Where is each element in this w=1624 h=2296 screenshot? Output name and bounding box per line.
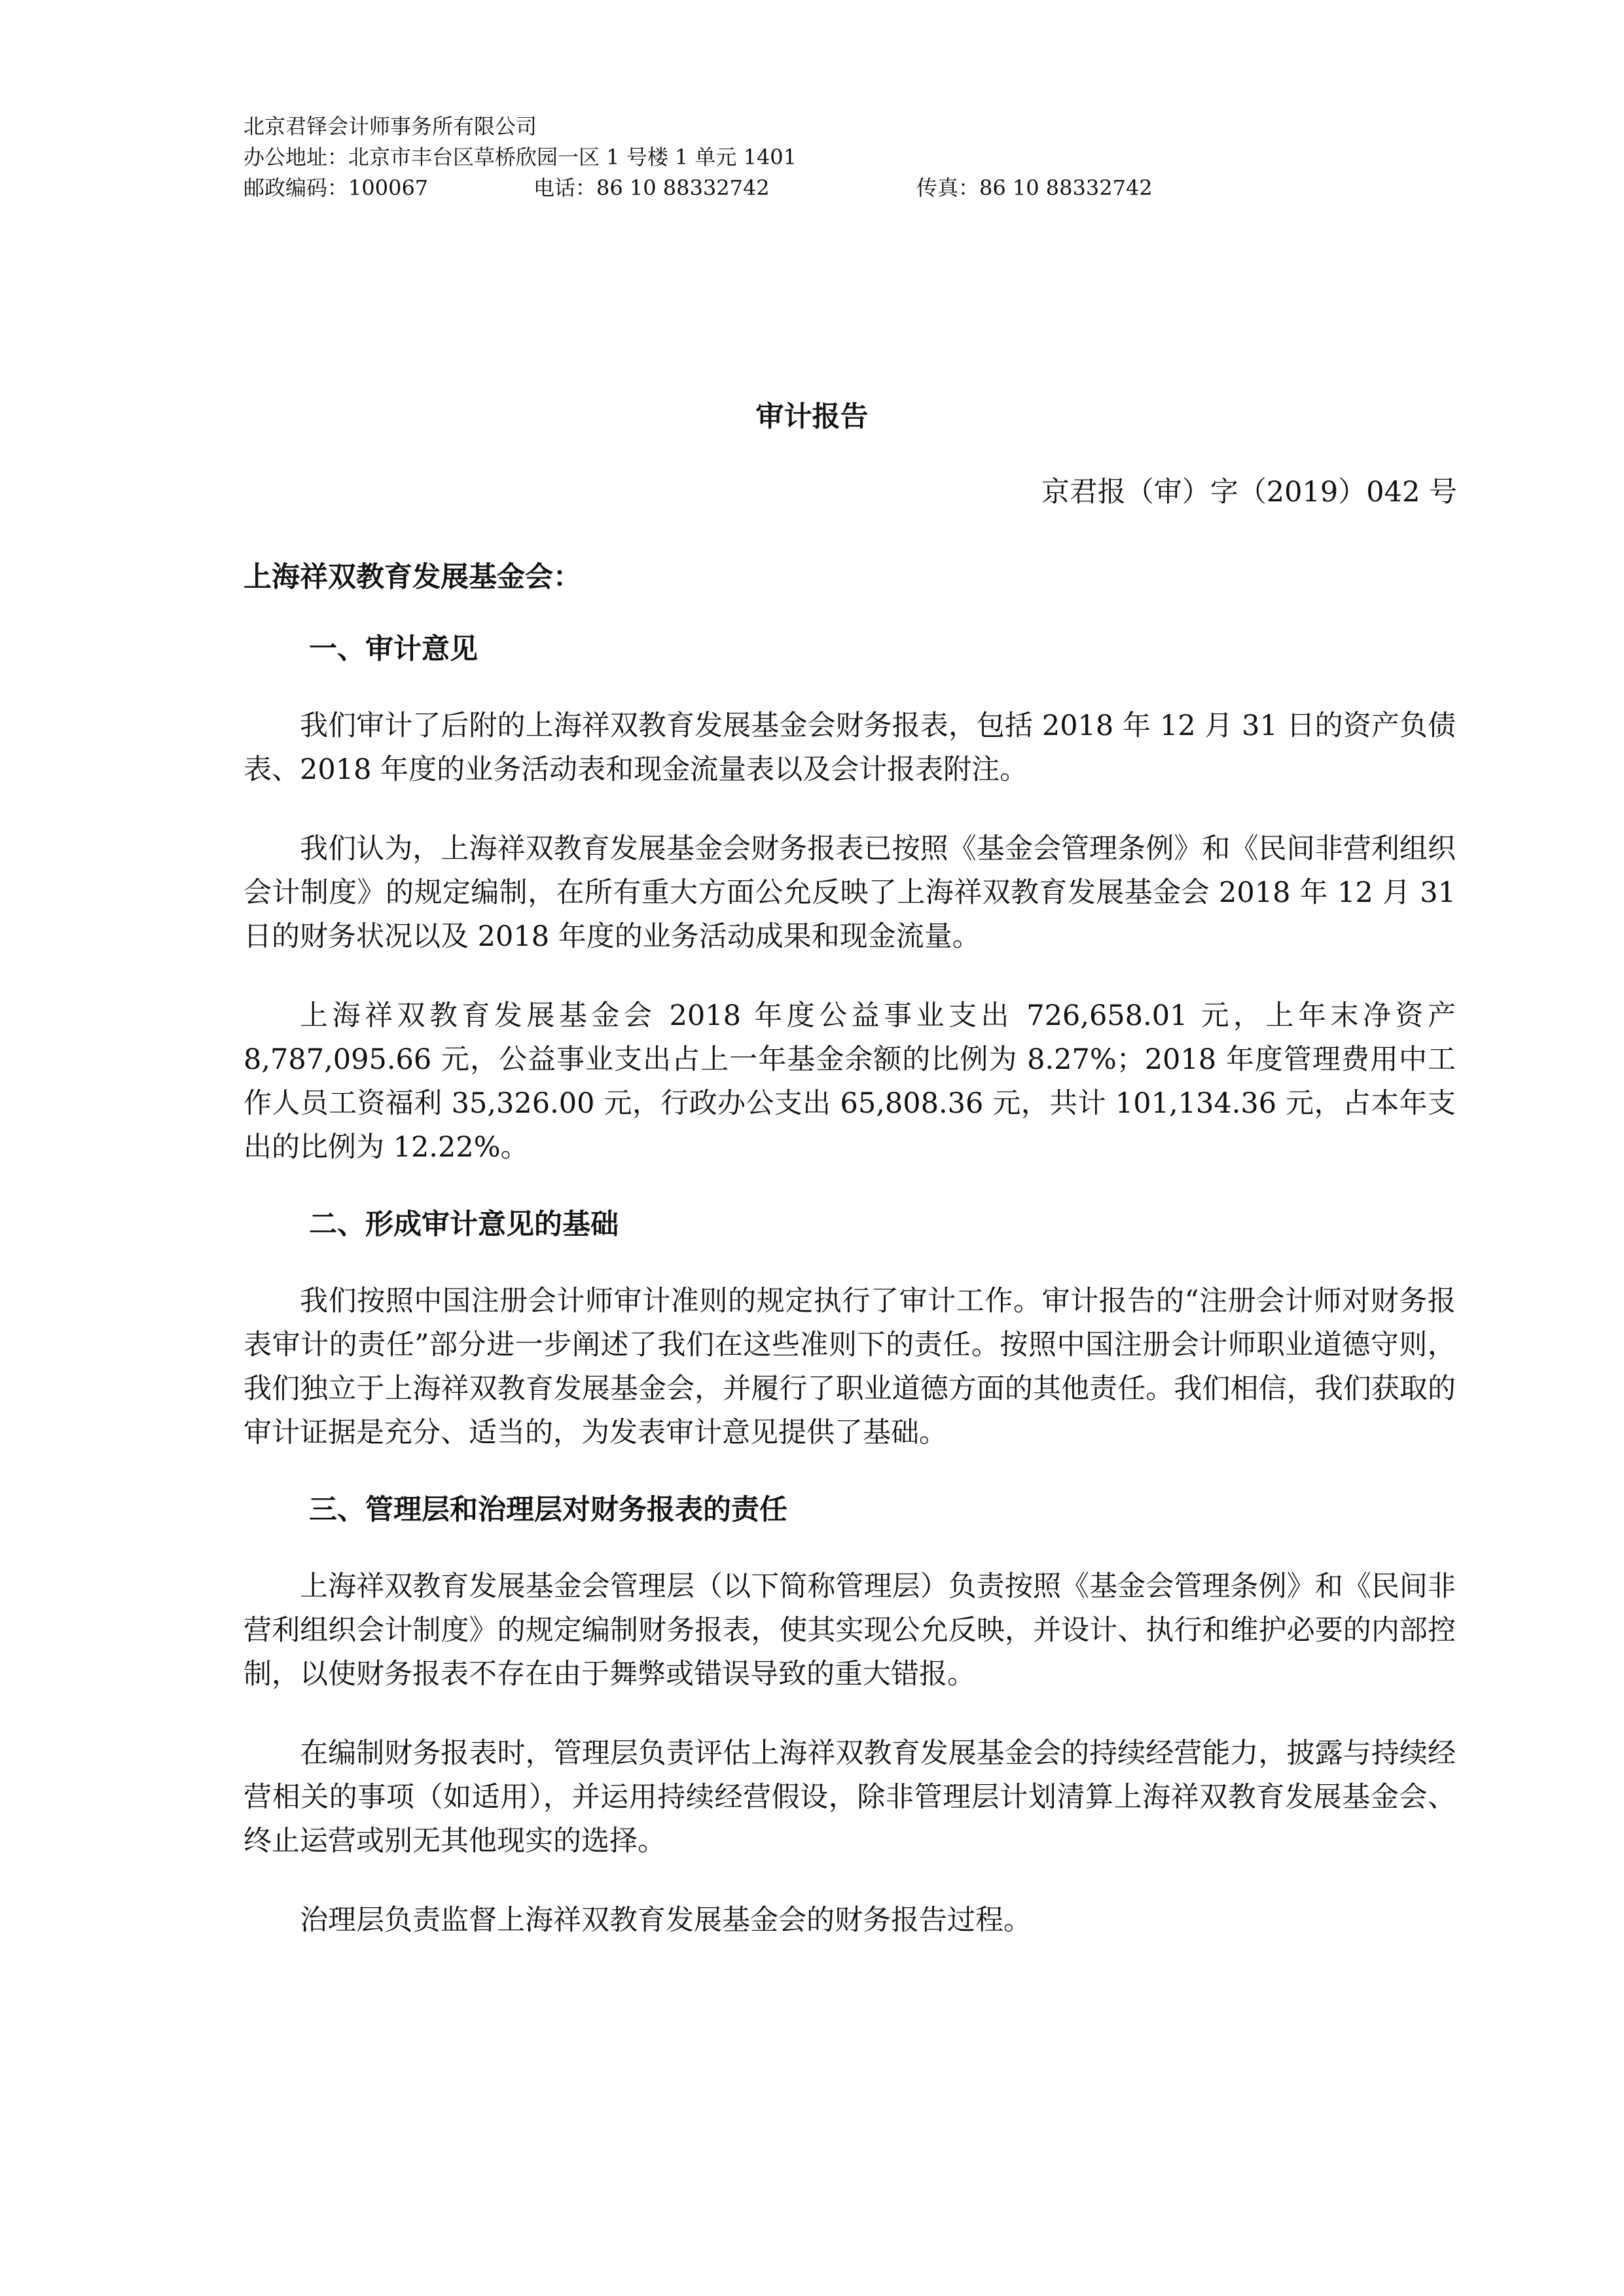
paragraph: 上海祥双教育发展基金会 2018 年度公益事业支出 726,658.01 元，上年末净资产 8,787,095.66 元，公益事业支出占上一年基金余额的比例为 8.27%；2018 年度管理费用中工作人员工资福利 35,326.00 元，行政办公支出 65,808.36 元，共计 101,134.36 元，占本年支出的比例为 12.22%。 [244,999,1456,1164]
report-reference-number: 京君报（审）字（2019）042 号 [1041,476,1457,509]
paragraph: 我们审计了后附的上海祥双教育发展基金会财务报表，包括 2018 年 12 月 31 日的资产负债表、2018 年度的业务活动表和现金流量表以及会计报表附注。 [244,709,1456,786]
firm-name: 北京君铎会计师事务所有限公司 [244,114,537,139]
section-heading-opinion: 一、审计意见 [309,633,478,666]
paragraph: 在编制财务报表时，管理层负责评估上海祥双教育发展基金会的持续经营能力，披露与持续经营相关的事项（如适用），并运用持续经营假设，除非管理层计划清算上海祥双教育发展基金会、终止运营或别无其他现实的选择。 [244,1737,1456,1857]
letterhead [244,111,1487,204]
report-body [244,630,1456,1943]
paragraph: 我们按照中国注册会计师审计准则的规定执行了审计工作。审计报告的“注册会计师对财务报表审计的责任”部分进一步阐述了我们在这些准则下的责任。按照中国注册会计师职业道德守则，我们独立于上海祥双教育发展基金会，并履行了职业道德方面的其他责任。我们相信，我们获取的审计证据是充分、适当的，为发表审计意见提供了基础。 [244,1285,1456,1449]
report-title: 审计报告 [755,401,869,433]
paragraph: 我们认为，上海祥双教育发展基金会财务报表已按照《基金会管理条例》和《民间非营利组织会计制度》的规定编制，在所有重大方面公允反映了上海祥双教育发展基金会 2018 年 12 月 31 日的财务状况以及 2018 年度的业务活动成果和现金流量。 [244,833,1456,953]
office-address: 办公地址：北京市丰台区草桥欣园一区 1 号楼 1 单元 1401 [244,145,797,170]
report-addressee: 上海祥双教育发展基金会： [244,561,581,594]
section-heading-basis: 二、形成审计意见的基础 [309,1208,619,1241]
section-heading-responsibility: 三、管理层和治理层对财务报表的责任 [309,1494,787,1526]
fax: 传真：86 10 88332742 [916,175,1153,200]
paragraph: 治理层负责监督上海祥双教育发展基金会的财务报告过程。 [300,1904,1032,1937]
telephone: 电话：86 10 88332742 [533,175,770,200]
contact-line [244,173,1487,204]
postal-code: 邮政编码：100067 [244,175,429,200]
paragraph: 上海祥双教育发展基金会管理层（以下简称管理层）负责按照《基金会管理条例》和《民间非营利组织会计制度》的规定编制财务报表，使其实现公允反映，并设计、执行和维护必要的内部控制，以使财务报表不存在由于舞弊或错误导致的重大错报。 [244,1570,1456,1691]
